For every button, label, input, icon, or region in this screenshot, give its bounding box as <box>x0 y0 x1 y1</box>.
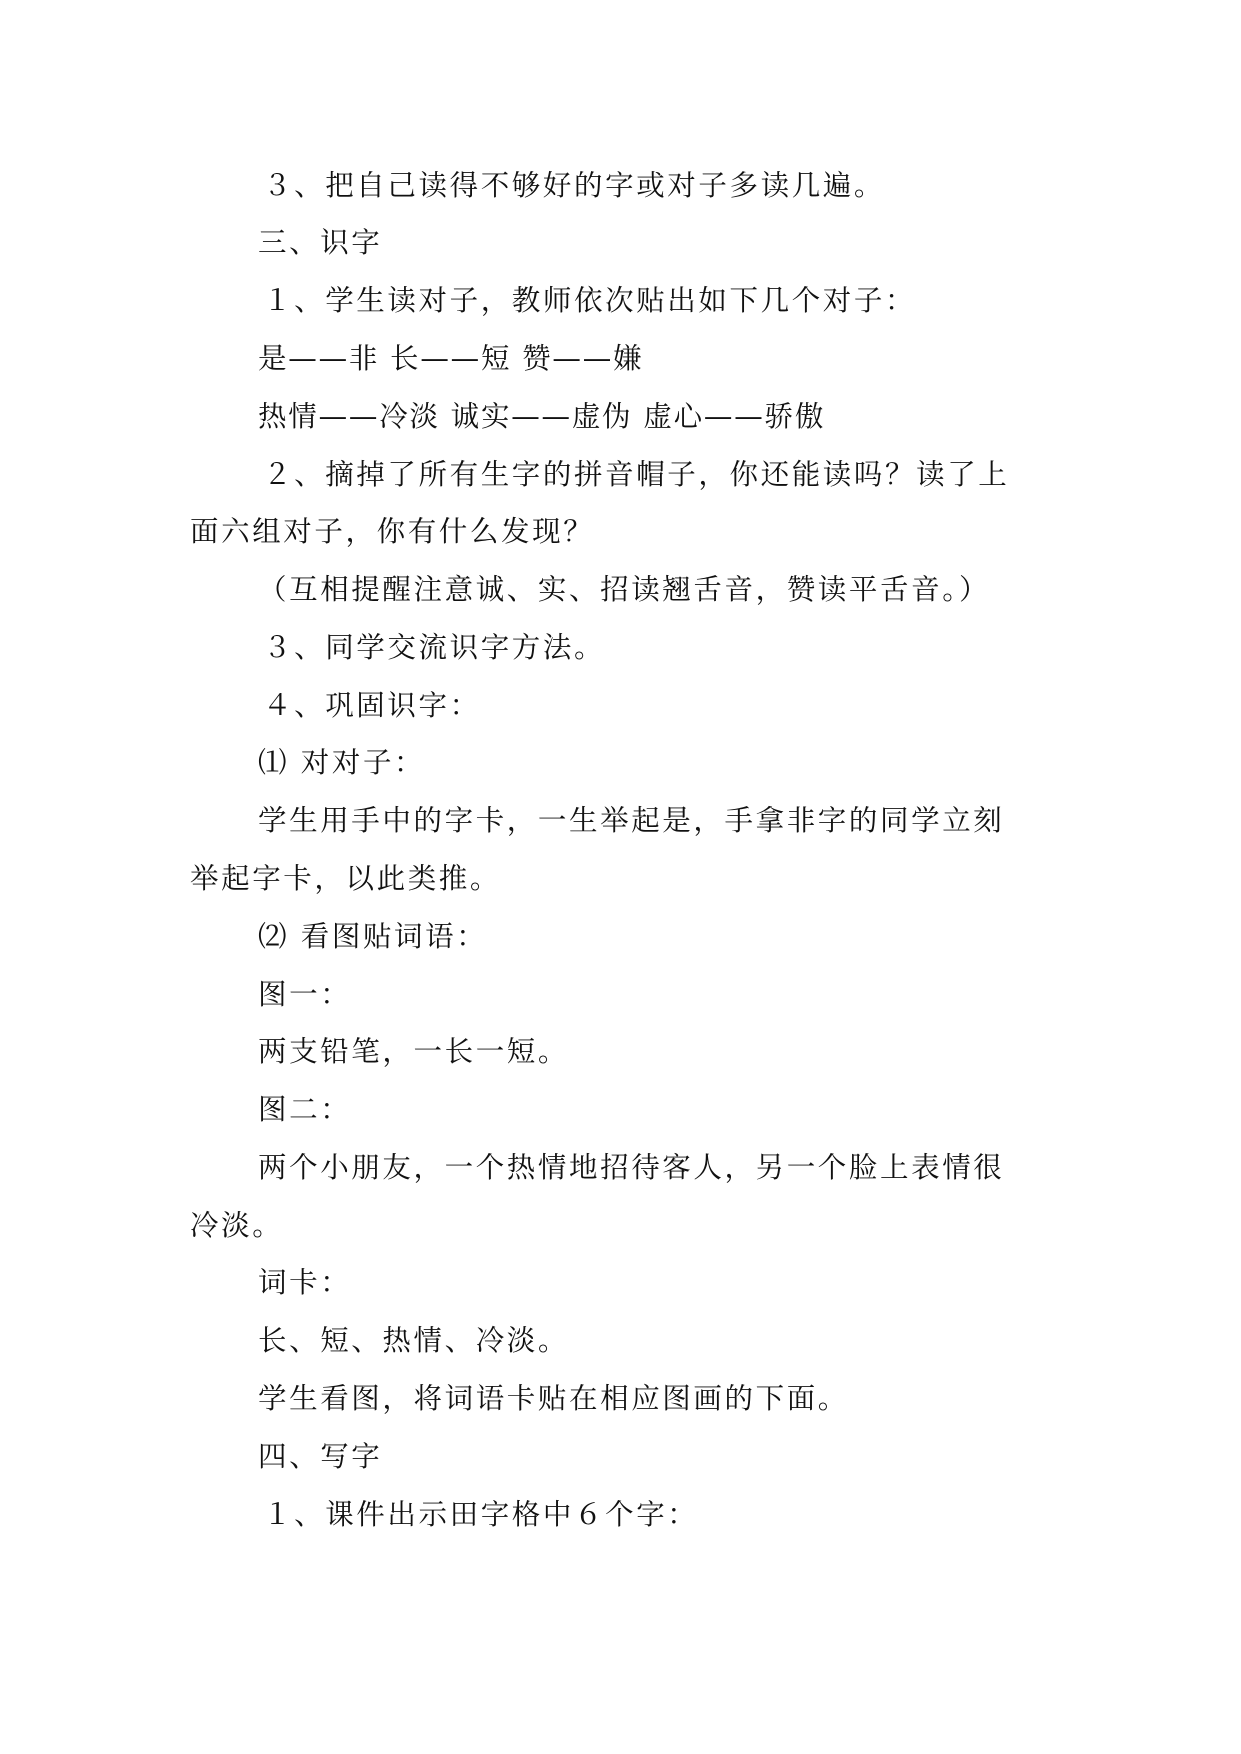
subheading-couplet-game: ⑴ 对对子： <box>258 746 426 779</box>
subheading-picture-words: ⑵ 看图贴词语： <box>258 920 488 953</box>
paragraph-reading-practice: ３、把自己读得不够好的字或对子多读几遍。 <box>263 169 886 202</box>
paragraph-match-cards: 学生看图，将词语卡贴在相应图画的下面。 <box>258 1382 849 1415</box>
paragraph-read-couplets: １、学生读对子，教师依次贴出如下几个对子： <box>263 284 917 317</box>
section-heading-literacy: 三、识字 <box>258 226 383 259</box>
paragraph-card-game-line2: 举起字卡，以此类推。 <box>190 862 502 895</box>
paragraph-word-cards: 长、短、热情、冷淡。 <box>258 1324 570 1357</box>
label-picture-two: 图二： <box>258 1093 352 1126</box>
paragraph-picture-two-line2: 冷淡。 <box>190 1209 284 1242</box>
section-heading-writing: 四、写字 <box>258 1440 383 1473</box>
paragraph-pronunciation-note: （互相提醒注意诚、实、招读翘舌音，赞读平舌音。） <box>258 573 991 606</box>
paragraph-show-characters: １、课件出示田字格中６个字： <box>263 1498 699 1531</box>
paragraph-picture-two-line1: 两个小朋友，一个热情地招待客人，另一个脸上表情很 <box>258 1151 1005 1184</box>
paragraph-pinyin-removed-line2: 面六组对子，你有什么发现？ <box>190 515 595 548</box>
paragraph-card-game-line1: 学生用手中的字卡，一生举起是，手拿非字的同学立刻 <box>258 804 1005 837</box>
paragraph-picture-one: 两支铅笔，一长一短。 <box>258 1035 570 1068</box>
paragraph-exchange-methods: ３、同学交流识字方法。 <box>263 631 606 664</box>
label-word-cards: 词卡： <box>258 1266 352 1299</box>
couplet-line-2: 热情——冷淡 诚实——虚伪 虚心——骄傲 <box>258 400 826 433</box>
label-picture-one: 图一： <box>258 978 352 1011</box>
couplet-line-1: 是——非 长——短 赞——嫌 <box>258 342 644 375</box>
paragraph-pinyin-removed-line1: ２、摘掉了所有生字的拼音帽子，你还能读吗？读了上 <box>263 458 1010 491</box>
paragraph-consolidate: ４、巩固识字： <box>263 689 481 722</box>
